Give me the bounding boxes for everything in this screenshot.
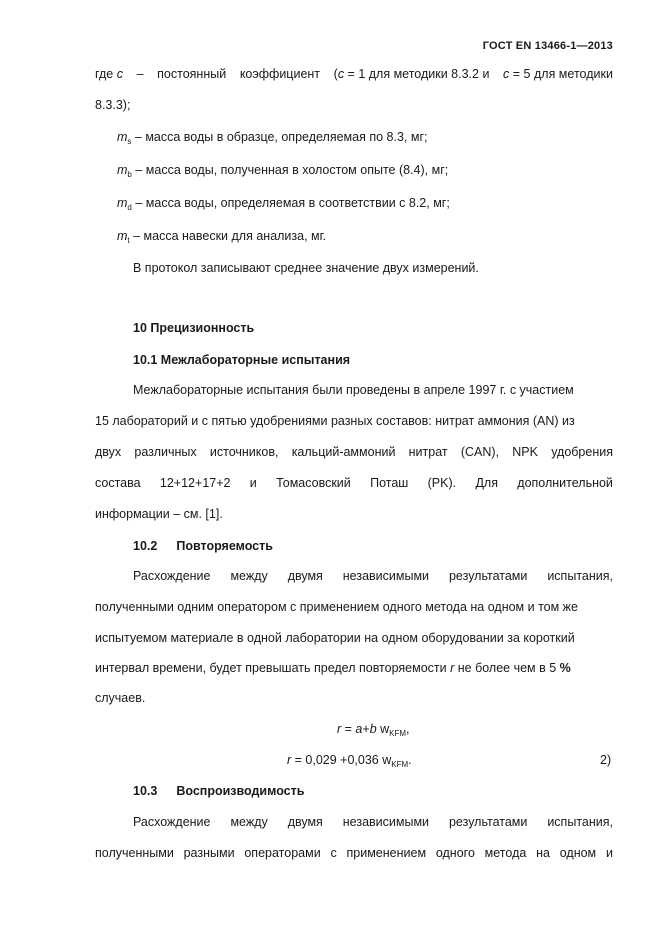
word: применением [346,846,427,860]
word: (CAN), [460,445,500,459]
section-10-1-heading: 10.1 Межлабораторные испытания [133,353,351,367]
s10-2-line-2: полученными одним оператором с применением одного метода на одном и том же [95,600,578,614]
word: и [605,846,613,860]
s10-2-line-4: интервал времени, будет превышать предел повторяемости r не более чем в 5 % [95,661,571,675]
s10-2-line-1 [133,568,613,584]
s10-1-line-1: Межлабораторные испытания были проведены в апреле 1997 г. с участием [133,383,574,397]
word: и [249,476,257,490]
word: с [330,846,337,860]
word: одном [559,846,597,860]
word: между [230,569,268,583]
word: состава [95,476,141,490]
word: NPK [512,445,538,459]
s10-3-line-2 [95,845,613,861]
word: испытания, [547,569,613,583]
word: полученными [95,846,174,860]
section-10-2-heading: 10.2 Повторяемость [133,539,273,553]
document-number: ГОСТ EN 13466-1—2013 [482,40,613,52]
word: нитрат [408,445,448,459]
ms-definition: $m_s$ – масса воды в образце, определяемая по 8.3, мг; [117,130,428,146]
word: различных [134,445,197,459]
s10-1-line-5: информации – см. [1]. [95,507,223,521]
word: двух [95,445,122,459]
word: двумя [287,569,323,583]
s10-1-line-4 [95,475,613,491]
word: – [136,67,144,81]
word: постоянный [157,67,227,81]
c-case-1: (c = 1 для методики 8.3.2 и [333,67,490,81]
mt-definition: $m_t$ – масса навески для анализа, мг. [117,229,327,245]
s10-3-line-1 [133,814,613,830]
word: 12+12+17+2 [159,476,231,490]
word: коэффициент [239,67,321,81]
word: разными [183,846,235,860]
mb-definition: $m_b$ – масса воды, полученная в холостом опыте (8.4), мг; [117,163,449,179]
c-definition-lead: где c [95,67,123,81]
s10-1-line-3 [95,444,613,460]
word: дополнительной [517,476,613,490]
word: независимыми [342,569,430,583]
s10-2-line-3: испытуемом материале в одной лаборатории на одном оборудовании за короткий [95,631,575,645]
word: метода [484,846,527,860]
word: результатами [448,815,528,829]
word: операторами [244,846,321,860]
c-definition-line-1 [95,66,613,82]
word: между [230,815,268,829]
word: удобрения [551,445,613,459]
word: Расхождение [133,815,211,829]
c-definition-line-2: 8.3.3); [95,98,131,112]
word: Поташ [370,476,409,490]
protocol-note: В протокол записывают среднее значение двух измерений. [133,261,479,275]
repeatability-formula-values: r = 0,029 +0,036 $w_{KFM}$. [287,753,412,769]
word: Расхождение [133,569,211,583]
md-definition: $m_d$ – масса воды, определяемая в соответствии с 8.2, мг; [117,196,450,212]
c-case-2: c = 5 для методики [503,67,613,81]
s10-2-line-5: случаев. [95,691,146,705]
section-10-3-heading: 10.3 Воспроизводимость [133,784,305,798]
s10-1-line-2: 15 лабораторий и с пятью удобрениями разных составов: нитрат аммония (AN) из [95,414,575,428]
word: Для [475,476,498,490]
word: на [536,846,550,860]
word: кальций-аммоний [291,445,396,459]
word: (PK). [427,476,457,490]
word: независимыми [342,815,430,829]
repeatability-formula: r = a+b $w_{KFM}$, [337,722,410,738]
word: источников, [209,445,279,459]
word: результатами [448,569,528,583]
formula-number: 2) [600,753,612,767]
word: двумя [287,815,323,829]
word: испытания, [547,815,613,829]
section-10-heading: 10 Прецизионность [133,321,255,335]
word: одного [435,846,475,860]
word: Томасовский [276,476,351,490]
